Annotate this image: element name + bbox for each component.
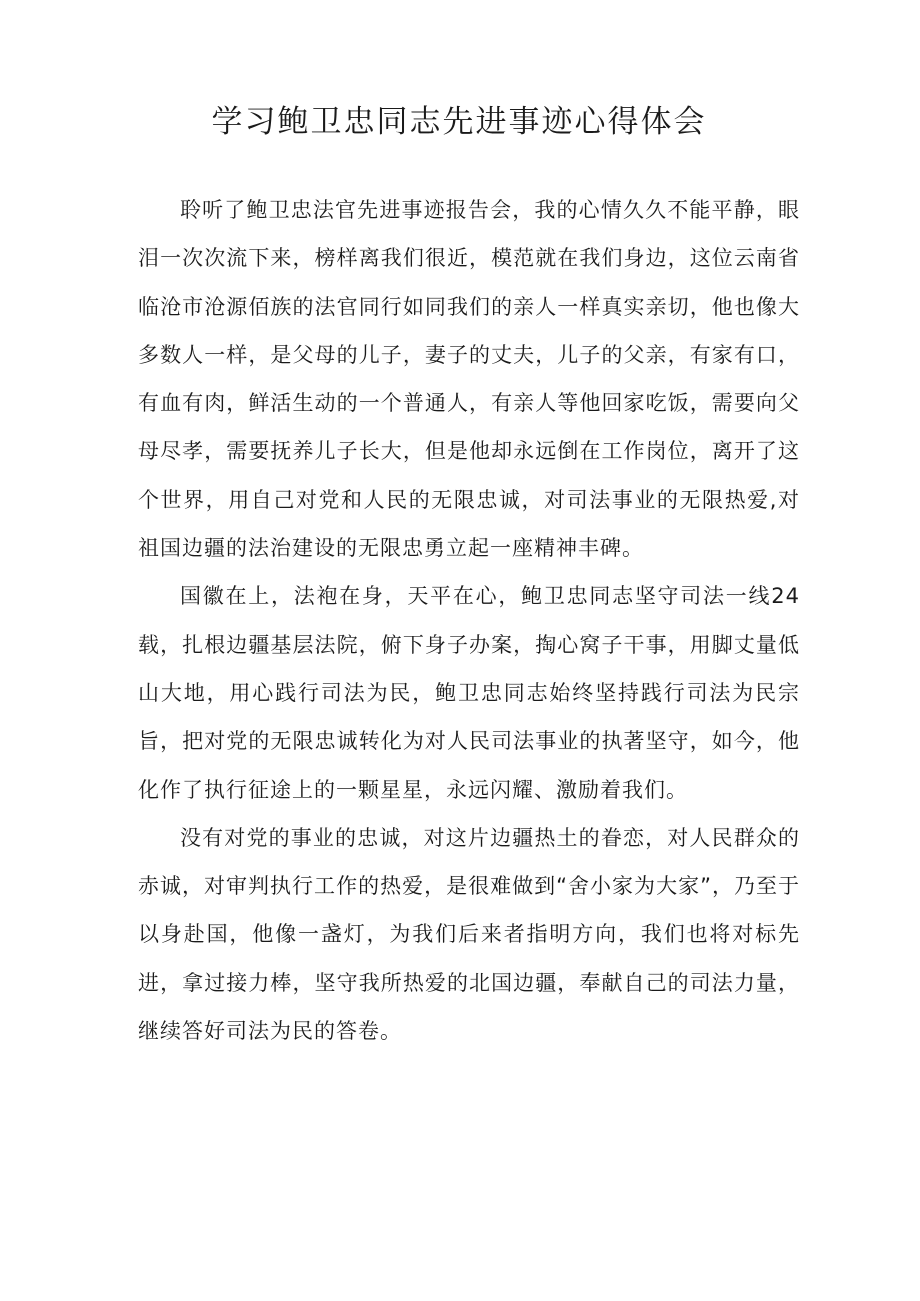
paragraph-2: 国徽在上，法袍在身，天平在心，鲍卫忠同志坚守司法一线24载，扎根边疆基层法院，俯下身子办案，掏心窝子干事，用脚丈量低山大地，用心践行司法为民，鲍卫忠同志始终坚持践行司法为民宗旨，把对党的无限忠诚转化为对人民司法事业的执著坚守，如今，他化作了执行征途上的一颗星星，永远闪耀、激励着我们。 bbox=[138, 584, 800, 802]
paragraph-3: 没有对党的事业的忠诚，对这片边疆热土的眷恋，对人民群众的赤诚，对审判执行工作的热爱，是很难做到“舍小家为大家”，乃至于以身赴国，他像一盏灯，为我们后来者指明方向，我们也将对标先进，拿过接力棒，坚守我所热爱的北国边疆，奉献自己的司法力量，继续答好司法为民的答卷。 bbox=[138, 825, 800, 1044]
paragraph-1: 聆听了鲍卫忠法官先进事迹报告会，我的心情久久不能平静，眼泪一次次流下来，榜样离我们很近，模范就在我们身边，这位云南省临沧市沧源佰族的法官同行如同我们的亲人一样真实亲切，他也像大多数人一样，是父母的儿子，妻子的丈夫，儿子的父亲，有家有口，有血有肉，鲜活生动的一个普通人，有亲人等他回家吃饭，需要向父母尽孝，需要抚养儿子长大，但是他却永远倒在工作岗位，离开了这个世界，用自己对党和人民的无限忠诚，对司法事业的无限热爱,对祖国边疆的法治建设的无限忠勇立起一座精神丰碑。 bbox=[138, 198, 800, 561]
document-body bbox=[138, 186, 800, 1055]
document-title: 学习鲍卫忠同志先进事迹心得体会 bbox=[211, 104, 707, 140]
